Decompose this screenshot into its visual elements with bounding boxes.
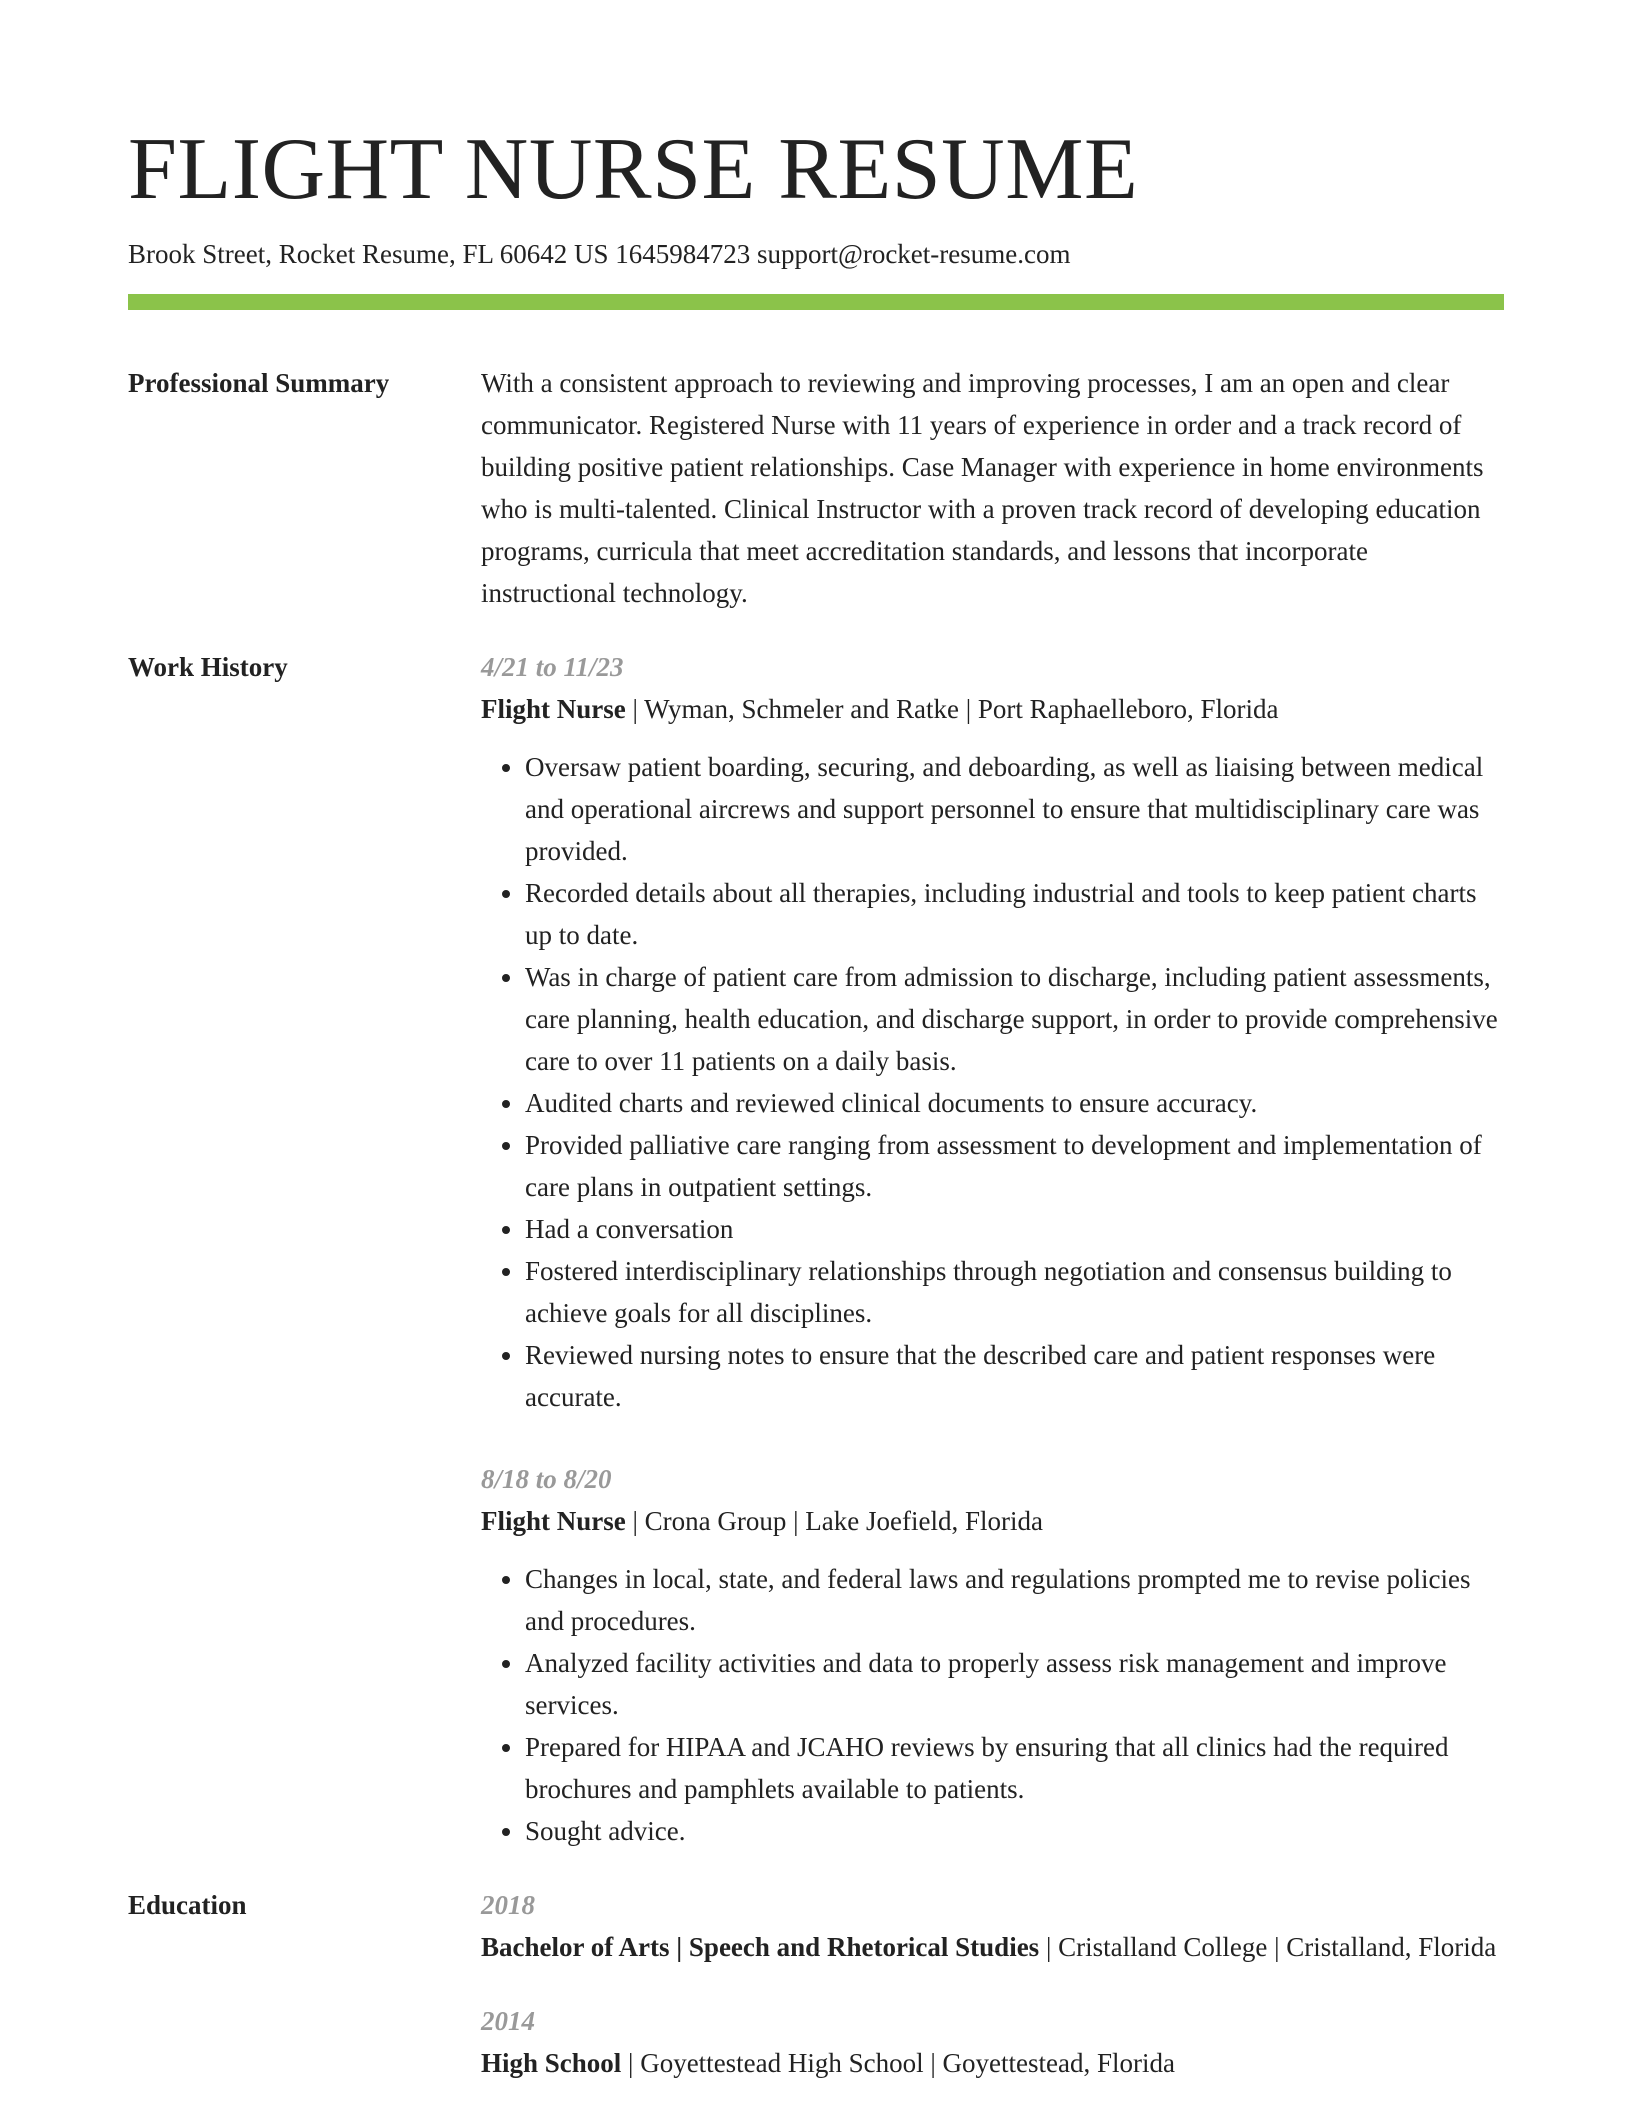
job-title: Flight Nurse — [481, 1506, 626, 1536]
education-heading — [481, 1926, 1504, 1968]
education-entry — [481, 2000, 1504, 2084]
job-duty-item: • Oversaw patient boarding, securing, and deboarding, as well as liaising between medical and operational aircrews and support personnel to ensure that multidisciplinary care was provided. — [525, 746, 1504, 872]
education-heading — [481, 2042, 1504, 2084]
job-employer-location: | Wyman, Schmeler and Ratke | Port Raphaelleboro, Florida — [625, 694, 1279, 724]
section-professional-summary — [128, 362, 1504, 614]
contact-line: Brook Street, Rocket Resume, FL 60642 US 1645984723 support@rocket-resume.com — [128, 239, 1071, 269]
job-duty-item: • Analyzed facility activities and data to properly assess risk management and improve services. — [525, 1642, 1504, 1726]
education-year: 2018 — [481, 1890, 535, 1920]
job-duty-item: • Changes in local, state, and federal laws and regulations prompted me to revise policies and procedures. — [525, 1558, 1504, 1642]
education-school-location: | Goyettestead High School | Goyettestead, Florida — [621, 2048, 1175, 2078]
job-duty-item: • Audited charts and reviewed clinical documents to ensure accuracy. — [525, 1082, 1504, 1124]
job-dates: 8/18 to 8/20 — [481, 1464, 612, 1494]
education-degree: Bachelor of Arts | Speech and Rhetorical Studies — [481, 1932, 1040, 1962]
job-duty-item: • Recorded details about all therapies, including industrial and tools to keep patient charts up to date. — [525, 872, 1504, 956]
job-employer-location: | Crona Group | Lake Joefield, Florida — [625, 1506, 1043, 1536]
section-label-work-history: Work History — [128, 652, 288, 682]
job-duty-item: • Prepared for HIPAA and JCAHO reviews by ensuring that all clinics had the required brochures and pamphlets available to patients. — [525, 1726, 1504, 1810]
job-duty-item: • Sought advice. — [525, 1810, 1504, 1852]
page-title: FLIGHT NURSE RESUME — [128, 121, 1139, 218]
job-heading — [481, 1500, 1504, 1542]
job-entry — [481, 646, 1504, 1418]
education-year: 2014 — [481, 2006, 535, 2036]
job-duty-item: • Reviewed nursing notes to ensure that the described care and patient responses were accurate. — [525, 1334, 1504, 1418]
section-label-summary: Professional Summary — [128, 368, 390, 398]
education-entry — [481, 1884, 1504, 1968]
education-degree: High School — [481, 2048, 622, 2078]
section-education — [128, 1884, 1504, 2084]
education-school-location: | Cristalland College | Cristalland, Florida — [1039, 1932, 1497, 1962]
job-duty-item: • Was in charge of patient care from admission to discharge, including patient assessments, care planning, health education, and discharge support, in order to provide comprehensive care to over 11 patients on a daily basis. — [525, 956, 1504, 1082]
job-heading — [481, 688, 1504, 730]
job-duties-list — [481, 746, 1504, 1418]
job-duty-item: • Fostered interdisciplinary relationships through negotiation and consensus building to achieve goals for all disciplines. — [525, 1250, 1504, 1334]
job-title: Flight Nurse — [481, 694, 626, 724]
education-body — [481, 1884, 1504, 2084]
summary-text: With a consistent approach to reviewing and improving processes, I am an open and clear communicator. Registered Nurse with 11 years of experience in order and a track record of building positive patient relationships. Case Manager with experience in home environments who is multi-talented. Clinical Instructor with a proven track record of developing education programs, curricula that meet accreditation standards, and lessons that incorporate instructional technology. — [481, 368, 1484, 608]
section-label-education: Education — [128, 1890, 247, 1920]
section-work-history — [128, 646, 1504, 1852]
job-duty-item: • Provided palliative care ranging from assessment to development and implementation of care plans in outpatient settings. — [525, 1124, 1504, 1208]
job-duty-item: • Had a conversation — [525, 1208, 1504, 1250]
job-duties-list — [481, 1558, 1504, 1852]
accent-divider — [128, 294, 1504, 310]
work-history-body — [481, 646, 1504, 1852]
job-dates: 4/21 to 11/23 — [481, 652, 624, 682]
job-entry — [481, 1458, 1504, 1852]
